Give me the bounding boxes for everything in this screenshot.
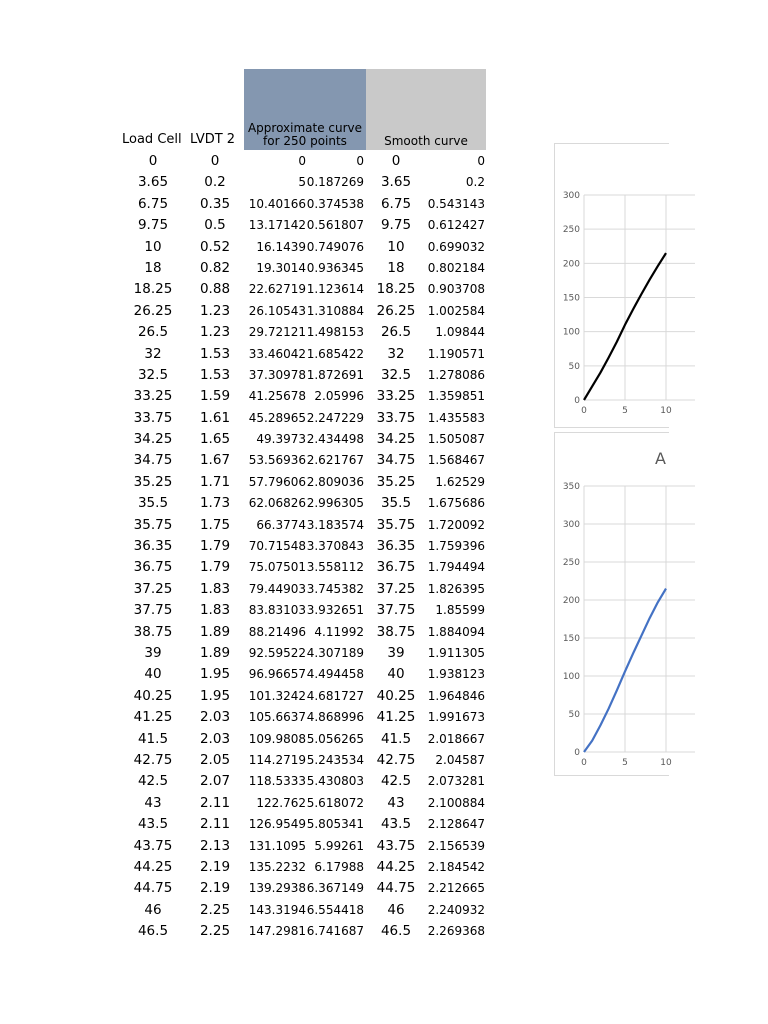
smooth-y-cell[interactable]: 2.128647 [427, 817, 485, 832]
y-tick-label: 100 [562, 672, 580, 682]
smooth-y-cell[interactable]: 2.073281 [427, 774, 485, 789]
y-tick-label: 200 [562, 596, 580, 606]
table-row [0, 194, 500, 215]
load-cell-cell[interactable]: 46.5 [137, 923, 169, 940]
load-cell-cell[interactable]: 43.75 [133, 837, 173, 854]
approx-y-cell[interactable]: 0.749076 [306, 239, 364, 254]
y-tick-label: 0 [574, 396, 580, 406]
smooth-x-cell[interactable]: 44.75 [376, 880, 416, 897]
load-cell-cell[interactable]: 6.75 [137, 195, 169, 212]
approx-y-cell[interactable]: 1.872691 [306, 367, 364, 382]
smooth-x-cell[interactable]: 26.5 [380, 324, 412, 341]
smooth-x-cell[interactable]: 46.5 [380, 923, 412, 940]
chart-black-line[interactable] [554, 143, 672, 428]
approx-y-cell[interactable]: 5.056265 [306, 731, 364, 746]
lvdt-cell[interactable]: 1.71 [199, 473, 231, 490]
table-row [0, 215, 500, 236]
approx-y-cell[interactable]: 5.243534 [306, 752, 364, 767]
approx-x-cell[interactable]: 49.3973 [256, 432, 306, 447]
lvdt-cell[interactable]: 1.83 [199, 580, 231, 597]
load-cell-cell[interactable]: 43 [144, 794, 162, 811]
load-cell-cell[interactable]: 43.5 [137, 816, 169, 833]
table-row [0, 921, 500, 942]
load-cell-cell[interactable]: 32.5 [137, 366, 169, 383]
x-tick-label: 10 [660, 406, 672, 416]
y-tick-label: 250 [562, 225, 580, 236]
y-tick-label: 0 [574, 748, 580, 758]
smooth-y-cell[interactable]: 1.85599 [435, 603, 485, 618]
table-row [0, 365, 500, 386]
smooth-x-cell[interactable]: 40 [387, 666, 405, 683]
smooth-x-cell[interactable]: 35.75 [376, 516, 416, 533]
lvdt-cell[interactable]: 0.88 [199, 281, 231, 298]
lvdt-cell[interactable]: 2.11 [199, 794, 231, 811]
approx-x-cell[interactable]: 143.3194 [248, 902, 306, 917]
y-tick-label: 50 [568, 710, 580, 720]
y-tick-label: 150 [562, 293, 580, 304]
table-row [0, 151, 500, 172]
approx-y-cell[interactable]: 6.741687 [306, 924, 364, 939]
approx-y-cell[interactable]: 2.05996 [314, 389, 364, 404]
approx-y-cell[interactable]: 0.187269 [306, 175, 364, 190]
load-cell-cell[interactable]: 9.75 [137, 217, 169, 234]
table-row [0, 386, 500, 407]
y-tick-label: 50 [568, 361, 580, 372]
approx-x-cell[interactable]: 135.2232 [248, 859, 306, 874]
load-cell-cell[interactable]: 41.5 [137, 730, 169, 747]
lvdt-cell[interactable]: 1.53 [199, 366, 231, 383]
smooth-x-cell[interactable]: 32 [387, 345, 405, 362]
approx-x-cell[interactable]: 118.5333 [248, 774, 306, 789]
lvdt-cell[interactable]: 2.19 [199, 880, 231, 897]
table-row [0, 515, 500, 536]
smooth-y-cell[interactable]: 0.802184 [427, 260, 485, 275]
load-cell-cell[interactable]: 46 [144, 901, 162, 918]
x-tick-label: 5 [622, 758, 628, 768]
lvdt-cell[interactable]: 0 [210, 153, 220, 169]
chart-title: A [655, 449, 666, 468]
approx-y-cell[interactable]: 2.809036 [306, 474, 364, 489]
approx-y-cell[interactable]: 2.996305 [306, 496, 364, 511]
smooth-y-cell[interactable]: 1.435583 [427, 410, 485, 425]
header-approx-curve-label: Approximate curve for 250 points [247, 121, 363, 148]
approx-y-cell[interactable]: 5.430803 [306, 774, 364, 789]
approx-y-cell[interactable]: 4.307189 [306, 645, 364, 660]
load-cell-cell[interactable]: 33.75 [133, 409, 173, 426]
approx-y-cell[interactable]: 5.618072 [306, 795, 364, 810]
approx-x-cell[interactable]: 101.3242 [248, 688, 306, 703]
approx-y-cell[interactable]: 3.183574 [306, 517, 364, 532]
approx-x-cell[interactable]: 122.762 [256, 795, 306, 810]
smooth-y-cell[interactable]: 1.675686 [427, 496, 485, 511]
smooth-y-cell[interactable]: 1.938123 [427, 667, 485, 682]
smooth-x-cell[interactable]: 34.25 [376, 431, 416, 448]
smooth-y-cell[interactable]: 1.794494 [427, 560, 485, 575]
table-row [0, 643, 500, 664]
load-cell-cell[interactable]: 0 [148, 153, 158, 169]
table-row [0, 771, 500, 792]
lvdt-cell[interactable]: 1.67 [199, 452, 231, 469]
lvdt-cell[interactable]: 1.79 [199, 538, 231, 555]
smooth-y-cell[interactable]: 2.156539 [427, 838, 485, 853]
smooth-x-cell[interactable]: 37.75 [376, 602, 416, 619]
approx-x-cell[interactable]: 109.9808 [248, 731, 306, 746]
table-row [0, 322, 500, 343]
load-cell-cell[interactable]: 26.25 [133, 302, 173, 319]
load-cell-cell[interactable]: 37.25 [133, 580, 173, 597]
smooth-y-cell[interactable]: 1.826395 [427, 581, 485, 596]
table-row [0, 729, 500, 750]
smooth-y-cell[interactable]: 0.612427 [427, 218, 485, 233]
smooth-x-cell[interactable]: 0 [391, 153, 401, 169]
approx-y-cell[interactable]: 6.554418 [306, 902, 364, 917]
smooth-x-cell[interactable]: 37.25 [376, 580, 416, 597]
lvdt-cell[interactable]: 1.53 [199, 345, 231, 362]
approx-x-cell[interactable]: 57.79606 [248, 474, 306, 489]
lvdt-cell[interactable]: 0.35 [199, 195, 231, 212]
y-tick-label: 350 [562, 482, 580, 492]
smooth-x-cell[interactable]: 32.5 [380, 366, 412, 383]
approx-x-cell[interactable]: 83.83103 [248, 603, 306, 618]
smooth-x-cell[interactable]: 42.75 [376, 751, 416, 768]
table-row [0, 301, 500, 322]
data-table [0, 151, 500, 942]
approx-y-cell[interactable]: 5.805341 [306, 817, 364, 832]
lvdt-cell[interactable]: 2.07 [199, 773, 231, 790]
lvdt-cell[interactable]: 1.73 [199, 495, 231, 512]
approx-y-cell[interactable]: 4.11992 [314, 624, 364, 639]
table-row [0, 579, 500, 600]
smooth-y-cell[interactable]: 1.09844 [435, 325, 485, 340]
smooth-y-cell[interactable]: 1.278086 [427, 367, 485, 382]
smooth-y-cell[interactable]: 1.505087 [427, 432, 485, 447]
chart-black-line-svg [555, 144, 672, 427]
x-tick-label: 0 [581, 758, 587, 768]
approx-x-cell[interactable]: 70.71548 [248, 539, 306, 554]
smooth-y-cell[interactable]: 1.964846 [427, 688, 485, 703]
smooth-x-cell[interactable]: 6.75 [380, 195, 412, 212]
smooth-x-cell[interactable]: 43.75 [376, 837, 416, 854]
table-row [0, 172, 500, 193]
table-row [0, 707, 500, 728]
load-cell-cell[interactable]: 36.75 [133, 559, 173, 576]
table-row [0, 750, 500, 771]
smooth-y-cell[interactable]: 0.699032 [427, 239, 485, 254]
smooth-x-cell[interactable]: 18 [387, 259, 405, 276]
smooth-y-cell[interactable]: 0.903708 [427, 282, 485, 297]
smooth-y-cell[interactable]: 2.100884 [427, 795, 485, 810]
smooth-x-cell[interactable]: 26.25 [376, 302, 416, 319]
approx-x-cell[interactable]: 33.46042 [248, 346, 306, 361]
lvdt-cell[interactable]: 0.52 [199, 238, 231, 255]
smooth-x-cell[interactable]: 35.25 [376, 473, 416, 490]
smooth-x-cell[interactable]: 43 [387, 794, 405, 811]
lvdt-cell[interactable]: 1.83 [199, 602, 231, 619]
approx-x-cell[interactable]: 92.59522 [248, 645, 306, 660]
smooth-x-cell[interactable]: 38.75 [376, 623, 416, 640]
lvdt-cell[interactable]: 0.2 [204, 174, 226, 191]
table-row [0, 536, 500, 557]
approx-y-cell[interactable]: 4.494458 [306, 667, 364, 682]
smooth-x-cell[interactable]: 34.75 [376, 452, 416, 469]
lvdt-cell[interactable]: 2.25 [199, 901, 231, 918]
table-row [0, 622, 500, 643]
table-row [0, 836, 500, 857]
load-cell-cell[interactable]: 35.5 [137, 495, 169, 512]
approx-x-cell[interactable]: 79.44903 [248, 581, 306, 596]
table-row [0, 557, 500, 578]
approx-y-cell[interactable]: 0.374538 [306, 196, 364, 211]
smooth-x-cell[interactable]: 9.75 [380, 217, 412, 234]
table-row [0, 472, 500, 493]
lvdt-cell[interactable]: 1.59 [199, 388, 231, 405]
table-row [0, 258, 500, 279]
load-cell-cell[interactable]: 18.25 [133, 281, 173, 298]
smooth-y-cell[interactable]: 2.184542 [427, 859, 485, 874]
smooth-y-cell[interactable]: 1.62529 [435, 474, 485, 489]
table-row [0, 857, 500, 878]
table-row [0, 600, 500, 621]
load-cell-cell[interactable]: 40.25 [133, 687, 173, 704]
smooth-x-cell[interactable]: 41.25 [376, 709, 416, 726]
load-cell-cell[interactable]: 18 [144, 259, 162, 276]
load-cell-cell[interactable]: 42.5 [137, 773, 169, 790]
smooth-x-cell[interactable]: 18.25 [376, 281, 416, 298]
approx-x-cell[interactable]: 126.9549 [248, 817, 306, 832]
smooth-y-cell[interactable]: 2.240932 [427, 902, 485, 917]
lvdt-cell[interactable]: 1.23 [199, 324, 231, 341]
load-cell-cell[interactable]: 34.75 [133, 452, 173, 469]
approx-y-cell[interactable]: 1.498153 [306, 325, 364, 340]
table-row [0, 237, 500, 258]
approx-y-cell[interactable]: 2.247229 [306, 410, 364, 425]
x-tick-label: 5 [622, 406, 628, 416]
table-row [0, 793, 500, 814]
table-row [0, 686, 500, 707]
load-cell-cell[interactable]: 39 [144, 644, 162, 661]
load-cell-cell[interactable]: 41.25 [133, 709, 173, 726]
approx-y-cell[interactable]: 3.558112 [306, 560, 364, 575]
approx-y-cell[interactable]: 2.434498 [306, 432, 364, 447]
table-row [0, 664, 500, 685]
y-tick-label: 250 [562, 558, 580, 568]
header-approx-curve [244, 69, 366, 150]
y-tick-label: 300 [562, 520, 580, 530]
load-cell-cell[interactable]: 34.25 [133, 431, 173, 448]
smooth-x-cell[interactable]: 36.75 [376, 559, 416, 576]
smooth-y-cell[interactable]: 1.991673 [427, 710, 485, 725]
approx-y-cell[interactable]: 0.561807 [306, 218, 364, 233]
approx-x-cell[interactable]: 45.28965 [248, 410, 306, 425]
smooth-x-cell[interactable]: 33.25 [376, 388, 416, 405]
approx-y-cell[interactable]: 6.17988 [314, 859, 364, 874]
load-cell-cell[interactable]: 26.5 [137, 324, 169, 341]
load-cell-cell[interactable]: 35.75 [133, 516, 173, 533]
lvdt-cell[interactable]: 2.13 [199, 837, 231, 854]
approx-x-cell[interactable]: 96.96657 [248, 667, 306, 682]
load-cell-cell[interactable]: 42.75 [133, 751, 173, 768]
table-row [0, 450, 500, 471]
table-row [0, 900, 500, 921]
lvdt-cell[interactable]: 1.89 [199, 644, 231, 661]
smooth-y-cell[interactable]: 1.759396 [427, 539, 485, 554]
smooth-x-cell[interactable]: 41.5 [380, 730, 412, 747]
y-tick-label: 150 [562, 634, 580, 644]
approx-x-cell[interactable]: 22.62719 [248, 282, 306, 297]
load-cell-cell[interactable]: 33.25 [133, 388, 173, 405]
approx-y-cell[interactable]: 0.936345 [306, 260, 364, 275]
approx-y-cell[interactable]: 4.681727 [306, 688, 364, 703]
approx-x-cell[interactable]: 147.2981 [248, 924, 306, 939]
approx-x-cell[interactable]: 5 [298, 175, 306, 190]
table-row [0, 493, 500, 514]
approx-x-cell[interactable]: 41.25678 [248, 389, 306, 404]
smooth-y-cell[interactable]: 1.190571 [427, 346, 485, 361]
table-row [0, 814, 500, 835]
smooth-x-cell[interactable]: 44.25 [376, 858, 416, 875]
smooth-y-cell[interactable]: 1.911305 [427, 645, 485, 660]
approx-x-cell[interactable]: 114.2719 [248, 752, 306, 767]
chart-blue-line[interactable] [554, 432, 672, 776]
approx-y-cell[interactable]: 4.868996 [306, 710, 364, 725]
smooth-x-cell[interactable]: 39 [387, 644, 405, 661]
chart-blue-line-svg [555, 433, 672, 775]
smooth-y-cell[interactable]: 2.269368 [427, 924, 485, 939]
approx-x-cell[interactable]: 139.2938 [248, 881, 306, 896]
approx-x-cell[interactable]: 66.3774 [256, 517, 306, 532]
x-tick-label: 10 [660, 758, 672, 768]
load-cell-cell[interactable]: 37.75 [133, 602, 173, 619]
load-cell-cell[interactable]: 36.35 [133, 538, 173, 555]
smooth-y-cell[interactable]: 2.04587 [435, 752, 485, 767]
lvdt-cell[interactable]: 2.19 [199, 858, 231, 875]
smooth-y-cell[interactable]: 2.018667 [427, 731, 485, 746]
approx-y-cell[interactable]: 6.367149 [306, 881, 364, 896]
approx-x-cell[interactable]: 37.30978 [248, 367, 306, 382]
smooth-x-cell[interactable]: 33.75 [376, 409, 416, 426]
approx-y-cell[interactable]: 3.932651 [306, 603, 364, 618]
approx-x-cell[interactable]: 10.40166 [248, 196, 306, 211]
approx-y-cell[interactable]: 1.310884 [306, 303, 364, 318]
smooth-y-cell[interactable]: 1.359851 [427, 389, 485, 404]
approx-y-cell[interactable]: 0 [356, 154, 364, 168]
lvdt-cell[interactable]: 1.75 [199, 516, 231, 533]
smooth-y-cell[interactable]: 0 [477, 154, 485, 168]
smooth-y-cell[interactable]: 1.720092 [427, 517, 485, 532]
approx-x-cell[interactable]: 16.1439 [256, 239, 306, 254]
smooth-x-cell[interactable]: 3.65 [380, 174, 412, 191]
load-cell-cell[interactable]: 38.75 [133, 623, 173, 640]
lvdt-cell[interactable]: 2.03 [199, 709, 231, 726]
smooth-x-cell[interactable]: 10 [387, 238, 405, 255]
approx-x-cell[interactable]: 131.1095 [248, 838, 306, 853]
y-tick-label: 200 [562, 259, 580, 270]
approx-x-cell[interactable]: 62.06826 [248, 496, 306, 511]
load-cell-cell[interactable]: 40 [144, 666, 162, 683]
approx-x-cell[interactable]: 105.6637 [248, 710, 306, 725]
approx-x-cell[interactable]: 88.21496 [248, 624, 306, 639]
lvdt-cell[interactable]: 1.95 [199, 687, 231, 704]
smooth-y-cell[interactable]: 0.2 [465, 175, 485, 190]
smooth-y-cell[interactable]: 1.884094 [427, 624, 485, 639]
table-row [0, 279, 500, 300]
approx-x-cell[interactable]: 19.3014 [256, 260, 306, 275]
header-smooth-curve [366, 69, 486, 150]
lvdt-cell[interactable]: 1.95 [199, 666, 231, 683]
load-cell-cell[interactable]: 44.25 [133, 858, 173, 875]
lvdt-cell[interactable]: 1.79 [199, 559, 231, 576]
lvdt-cell[interactable]: 2.25 [199, 923, 231, 940]
approx-y-cell[interactable]: 3.370843 [306, 539, 364, 554]
approx-x-cell[interactable]: 29.72121 [248, 325, 306, 340]
load-cell-cell[interactable]: 35.25 [133, 473, 173, 490]
lvdt-cell[interactable]: 2.11 [199, 816, 231, 833]
smooth-x-cell[interactable]: 40.25 [376, 687, 416, 704]
lvdt-cell[interactable]: 1.61 [199, 409, 231, 426]
y-tick-label: 100 [562, 327, 580, 338]
lvdt-cell[interactable]: 0.5 [204, 217, 226, 234]
table-row [0, 878, 500, 899]
lvdt-cell[interactable]: 0.82 [199, 259, 231, 276]
approx-y-cell[interactable]: 1.123614 [306, 282, 364, 297]
lvdt-cell[interactable]: 2.05 [199, 751, 231, 768]
smooth-x-cell[interactable]: 36.35 [376, 538, 416, 555]
approx-y-cell[interactable]: 5.99261 [314, 838, 364, 853]
lvdt-cell[interactable]: 1.65 [199, 431, 231, 448]
approx-x-cell[interactable]: 53.56936 [248, 453, 306, 468]
header-smooth-curve-label: Smooth curve [384, 134, 468, 148]
smooth-y-cell[interactable]: 2.212665 [427, 881, 485, 896]
y-tick-label: 300 [562, 191, 580, 201]
smooth-y-cell[interactable]: 1.568467 [427, 453, 485, 468]
approx-x-cell[interactable]: 0 [298, 154, 306, 168]
header-lvdt: LVDT 2 [190, 132, 236, 147]
load-cell-cell[interactable]: 3.65 [137, 174, 169, 191]
load-cell-cell[interactable]: 44.75 [133, 880, 173, 897]
table-row [0, 429, 500, 450]
smooth-x-cell[interactable]: 35.5 [380, 495, 412, 512]
load-cell-cell[interactable]: 10 [144, 238, 162, 255]
approx-y-cell[interactable]: 1.685422 [306, 346, 364, 361]
table-row [0, 408, 500, 429]
x-tick-label: 0 [581, 406, 587, 416]
approx-x-cell[interactable]: 13.17142 [248, 218, 306, 233]
smooth-x-cell[interactable]: 46 [387, 901, 405, 918]
smooth-y-cell[interactable]: 1.002584 [427, 303, 485, 318]
smooth-x-cell[interactable]: 43.5 [380, 816, 412, 833]
approx-y-cell[interactable]: 3.745382 [306, 581, 364, 596]
approx-x-cell[interactable]: 75.07501 [248, 560, 306, 575]
approx-x-cell[interactable]: 26.10543 [248, 303, 306, 318]
header-load-cell: Load Cell [122, 132, 182, 147]
lvdt-cell[interactable]: 2.03 [199, 730, 231, 747]
lvdt-cell[interactable]: 1.23 [199, 302, 231, 319]
smooth-y-cell[interactable]: 0.543143 [427, 196, 485, 211]
lvdt-cell[interactable]: 1.89 [199, 623, 231, 640]
approx-y-cell[interactable]: 2.621767 [306, 453, 364, 468]
load-cell-cell[interactable]: 32 [144, 345, 162, 362]
table-row [0, 344, 500, 365]
smooth-x-cell[interactable]: 42.5 [380, 773, 412, 790]
